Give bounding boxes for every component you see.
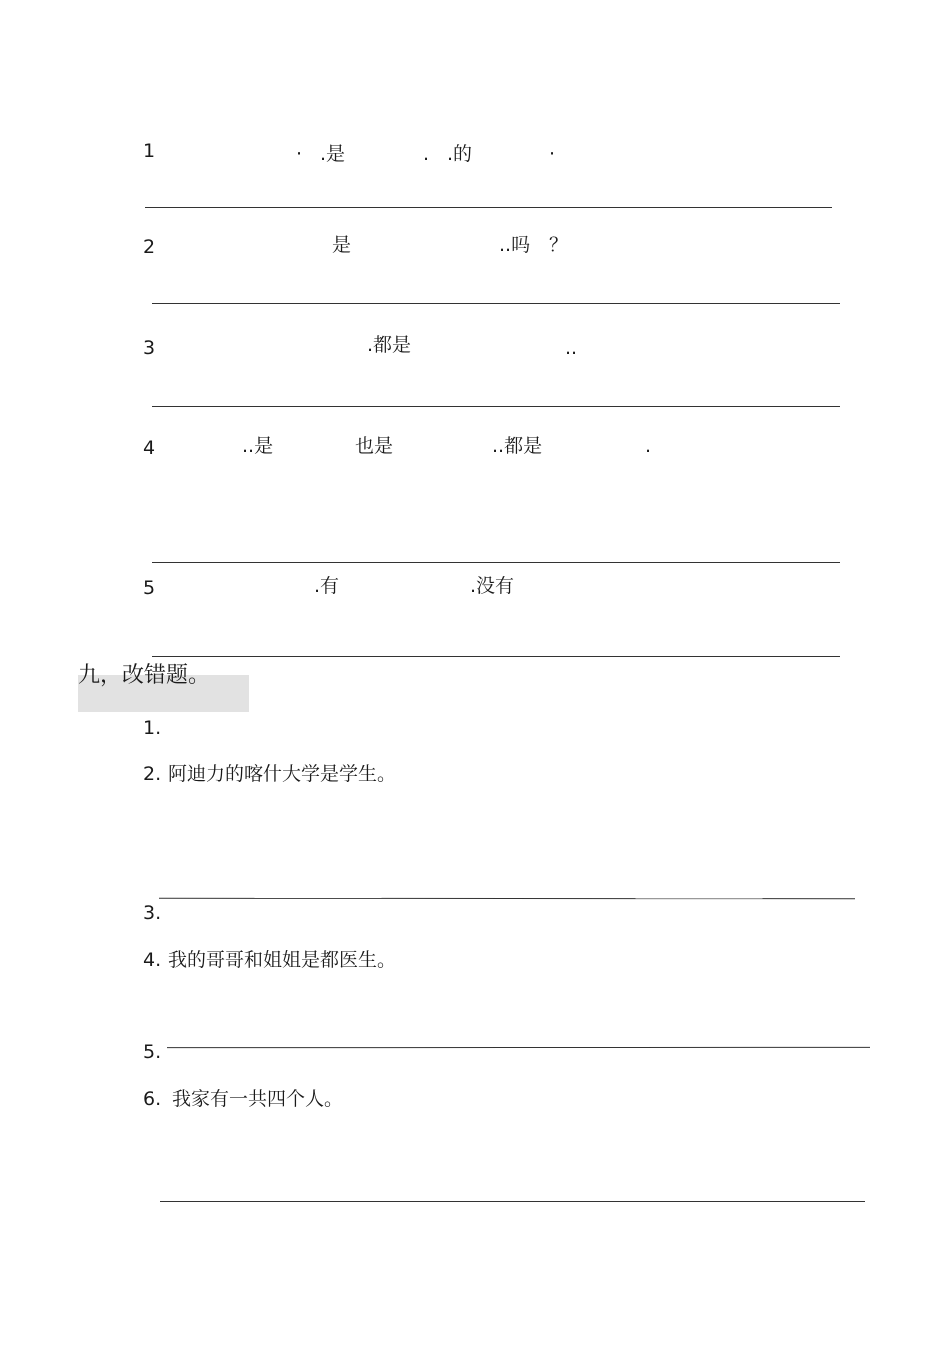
item-number: 1 [143,140,156,162]
word-fragment: ？ [549,234,569,256]
item-number: 3. [143,902,162,924]
word-fragment: .的 [447,143,473,165]
word-fragment: · [549,143,556,165]
word-fragment: .是 [320,143,346,165]
word-fragment: ..都是 [492,435,543,457]
word-fragment: .都是 [367,334,412,356]
word-fragment: .有 [314,575,340,597]
word-fragment: . [423,143,430,165]
item-number: 6. [143,1088,162,1110]
answer-line[interactable] [160,1201,865,1202]
answer-line[interactable] [145,207,832,208]
item-number: 1. [143,717,162,739]
word-fragment: ..吗 [499,234,531,256]
answer-line[interactable] [167,1047,870,1048]
sentence-text: 我的哥哥和姐姐是都医生。 [168,949,397,971]
word-fragment: .没有 [470,575,515,597]
word-fragment: . [645,435,652,457]
answer-line[interactable] [159,898,855,899]
word-fragment: 是 [332,234,352,256]
word-fragment: · [296,143,303,165]
item-number: 3 [143,337,156,359]
item-number: 5 [143,577,156,599]
answer-line[interactable] [152,562,840,563]
section-heading: 九，改错题。 [78,663,211,688]
item-number: 4 [143,437,156,459]
item-number: 5. [143,1041,162,1063]
word-fragment: ..是 [242,435,274,457]
item-number: 2. [143,763,162,785]
sentence-text: 我家有一共四个人。 [172,1088,344,1110]
sentence-text: 阿迪力的喀什大学是学生。 [168,763,397,785]
word-fragment: .. [565,337,578,359]
item-number: 4. [143,949,162,971]
word-fragment: 也是 [355,435,394,457]
answer-line[interactable] [152,656,840,657]
item-number: 2 [143,236,156,258]
answer-line[interactable] [152,303,840,304]
answer-line[interactable] [152,406,840,407]
